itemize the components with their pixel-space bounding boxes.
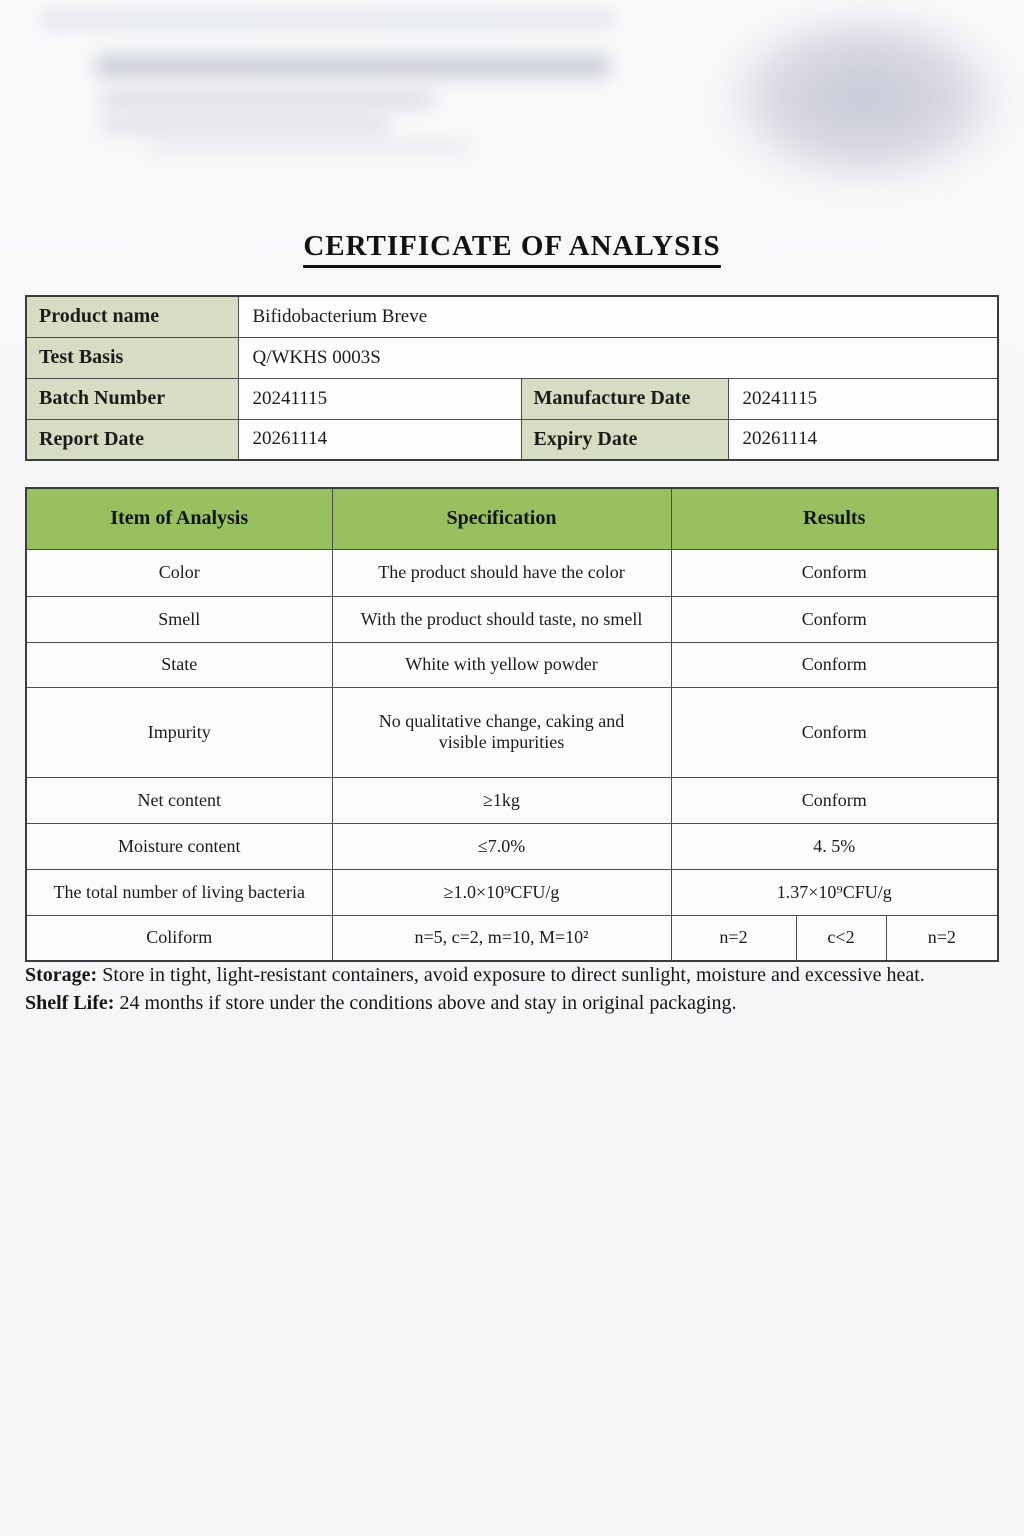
spec-cell: n=5, c=2, m=10, M=10² bbox=[332, 915, 671, 961]
redacted-letterhead-line bbox=[95, 55, 610, 77]
manufacture-date-value: 20241115 bbox=[728, 378, 998, 419]
storage-label: Storage: bbox=[25, 964, 98, 986]
table-row bbox=[26, 687, 998, 777]
shelf-life-label: Shelf Life: bbox=[25, 992, 115, 1014]
item-cell: Color bbox=[26, 549, 332, 596]
item-cell: Impurity bbox=[26, 687, 332, 777]
result-cell-n2: n=2 bbox=[886, 915, 998, 961]
table-header-row bbox=[26, 488, 998, 549]
table-row bbox=[26, 296, 998, 337]
result-cell: Conform bbox=[671, 549, 998, 596]
spec-cell: No qualitative change, caking and visible impurities bbox=[332, 687, 671, 777]
item-cell: State bbox=[26, 642, 332, 687]
result-cell: 4. 5% bbox=[671, 823, 998, 869]
shelf-life-text: 24 months if store under the conditions above and stay in original packaging. bbox=[114, 992, 737, 1014]
page-title: CERTIFICATE OF ANALYSIS bbox=[303, 230, 720, 268]
table-row bbox=[26, 419, 998, 460]
expiry-date-value: 20261114 bbox=[728, 419, 998, 460]
spec-cell: The product should have the color bbox=[332, 549, 671, 596]
result-cell: Conform bbox=[671, 642, 998, 687]
table-row bbox=[26, 378, 998, 419]
report-date-label: Report Date bbox=[26, 419, 238, 460]
header-specification: Specification bbox=[332, 488, 671, 549]
table-row bbox=[26, 549, 998, 596]
header-item-of-analysis: Item of Analysis bbox=[26, 488, 332, 549]
redacted-letterhead-line bbox=[150, 142, 470, 152]
item-cell: The total number of living bacteria bbox=[26, 869, 332, 915]
item-cell: Smell bbox=[26, 596, 332, 642]
storage-text: Store in tight, light-resistant containers, avoid exposure to direct sunlight, moisture and excessive heat. bbox=[97, 964, 925, 986]
item-cell: Net content bbox=[26, 777, 332, 823]
storage-note bbox=[25, 962, 997, 989]
result-cell-n: n=2 bbox=[671, 915, 796, 961]
redacted-letterhead-line bbox=[100, 118, 390, 132]
table-row bbox=[26, 596, 998, 642]
redacted-letterhead-line bbox=[100, 92, 435, 107]
manufacture-date-label: Manufacture Date bbox=[521, 378, 728, 419]
batch-number-value: 20241115 bbox=[238, 378, 521, 419]
table-row bbox=[26, 823, 998, 869]
table-row bbox=[26, 869, 998, 915]
table-row bbox=[26, 337, 998, 378]
result-cell: Conform bbox=[671, 687, 998, 777]
result-cell: Conform bbox=[671, 596, 998, 642]
spec-cell: ≥1kg bbox=[332, 777, 671, 823]
item-cell: Moisture content bbox=[26, 823, 332, 869]
test-basis-label: Test Basis bbox=[26, 337, 238, 378]
redacted-letterhead-line bbox=[40, 12, 615, 27]
result-cell-c: c<2 bbox=[796, 915, 886, 961]
spec-cell: ≥1.0×10⁹CFU/g bbox=[332, 869, 671, 915]
notes-section bbox=[25, 962, 997, 1018]
spec-cell: White with yellow powder bbox=[332, 642, 671, 687]
report-date-value: 20261114 bbox=[238, 419, 521, 460]
shelf-life-note bbox=[25, 990, 997, 1017]
batch-number-label: Batch Number bbox=[26, 378, 238, 419]
product-name-value: Bifidobacterium Breve bbox=[238, 296, 998, 337]
header-results: Results bbox=[671, 488, 998, 549]
product-name-label: Product name bbox=[26, 296, 238, 337]
redacted-logo bbox=[715, 5, 1015, 190]
spec-cell: ≤7.0% bbox=[332, 823, 671, 869]
table-row bbox=[26, 642, 998, 687]
table-row bbox=[26, 777, 998, 823]
item-cell: Coliform bbox=[26, 915, 332, 961]
spec-cell: With the product should taste, no smell bbox=[332, 596, 671, 642]
test-basis-value: Q/WKHS 0003S bbox=[238, 337, 998, 378]
table-row bbox=[26, 915, 998, 961]
result-cell: 1.37×10⁹CFU/g bbox=[671, 869, 998, 915]
title-container bbox=[0, 230, 1024, 268]
expiry-date-label: Expiry Date bbox=[521, 419, 728, 460]
analysis-table bbox=[25, 487, 999, 962]
product-info-table bbox=[25, 295, 999, 461]
result-cell: Conform bbox=[671, 777, 998, 823]
